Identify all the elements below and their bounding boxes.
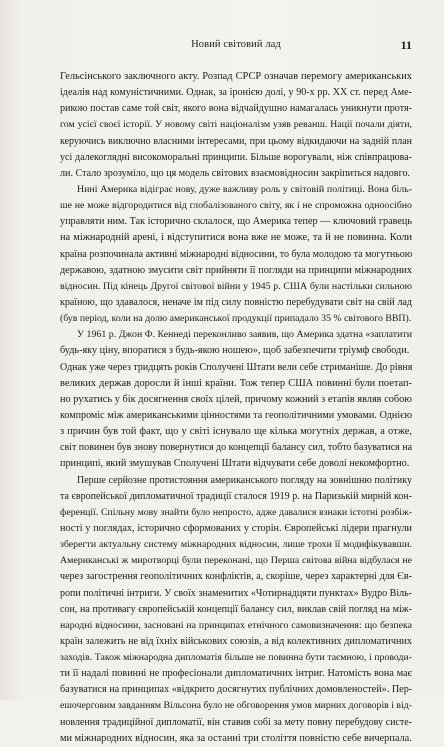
- body-text: [60, 69, 412, 747]
- text-line: компроміс між американськими цінностями та геополітичними умовами. Однією: [60, 409, 412, 421]
- text-line: світ повинен був знову повернутися до концепції балансу сил, тобто базуватися на: [60, 442, 412, 454]
- text-line: країна розпочинала активні міжнародні відносини, то була молодою та могутньою: [60, 248, 412, 260]
- text-line: країною, що здавалося, неначе ім під силу повністю перебудувати світ на свій лад: [60, 296, 412, 308]
- text-line: но рухатись у бік досягнення своїх цілей, причому кожний з етапів являв собою: [60, 393, 412, 405]
- text-line: сон, на противагу європейській концепції балансу сил, виклав свій погляд на між-: [60, 603, 412, 615]
- text-line: та європейської дипломатичної традиції сталося 1919 р. на Паризькій мирній кон-: [60, 490, 412, 502]
- text-line: керуючись виключно власними інтересами, при цьому відкидаючи на задній план: [60, 135, 412, 147]
- text-line: зберегти актуальну систему міжнародних відносин, лише трохи її модифікувавши.: [60, 539, 412, 551]
- text-line: будь-яку ціну, впоратися з будь-якою ношею», щоб забезпечити тріумф свободи.: [60, 345, 410, 357]
- text-line: ідеалів над комуністичними. Однак, за іронією долі, у 90-х рр. XX ст. перед Аме-: [60, 87, 412, 99]
- text-line: ності у поглядах, історично сформованих у сторін. Європейські лідери прагнули: [60, 522, 412, 534]
- text-line: У 1961 р. Джон Ф. Кеннеді переконливо заявив, що Америка здатна «заплатити: [77, 329, 412, 341]
- text-line: базуватися на принципах «відкрито досягнутих публічних домовленостей». Пер-: [60, 684, 412, 696]
- page-number: 11: [400, 38, 412, 52]
- text-line: новлення традиційної дипломатії, він ставив собі за мету повну перебудову систе-: [60, 716, 412, 728]
- text-line: рикою постав саме той світ, якого вона відчайдушно намагалась уникнути протя-: [60, 103, 412, 115]
- text-line: ти її надалі повинні не професіонали дипломатичних інтриг. Натомість вона має: [60, 668, 412, 680]
- text-line: ли. Стало зрозуміло, що ця модель світових взаємовідносин закріпиться надовго.: [60, 167, 411, 179]
- text-line: Американські ж миротворці були переконані, що Перша світова війна відбулася не: [60, 555, 412, 567]
- running-title: Новий світовий лад: [191, 39, 281, 50]
- text-line: ешочерговим завданням Вільсона було не обговорення умов мирних договорів і від-: [60, 700, 412, 712]
- page-header: [60, 39, 412, 53]
- text-line: через загострення геополітичних конфліктів, а, скоріше, через характерні для Єв-: [60, 571, 412, 583]
- text-line: великих держав доросли й інші країни. Тож тепер США повинні були поетап-: [60, 377, 412, 389]
- text-line: усі далекоглядні високоморальні принципи. Більше ворогували, ніж співпрацюва-: [60, 151, 412, 163]
- text-line: принципі, який змушував Сполучені Штати відчувати себе доволі некомфортно.: [60, 458, 410, 470]
- text-line: народні відносини, засновані на принципах етнічного самовизначення: що безпека: [60, 619, 412, 631]
- text-line: Нині Америка відіграє нову, дуже важливу роль у світовій політиці. Вона біль-: [77, 183, 412, 195]
- text-line: гом усієї своєї історії. У новому світі націоналізм узяв реванш. Нації почали діяти,: [60, 119, 412, 131]
- text-line: ше не може відгородитися від глобалізованого світу, як і не спроможна одноосібно: [60, 200, 412, 212]
- text-line: державою, здатною змусити світ прийняти її погляди на принципи міжнародних: [60, 264, 412, 276]
- text-line: заходів. Також міжнародна дипломатія більше не повинна бути таємною, і проводи-: [60, 652, 412, 664]
- text-line: відносин. Під кінець Другої світової війни у 1945 р. США були настільки сильною: [60, 280, 412, 292]
- text-line: Гельсінського заключного акту. Розпад СРСР означав перемогу американських: [60, 71, 412, 82]
- text-line: ференції. Спільну мову знайти було непросто, адже давалися взнаки істотні розбіж-: [60, 506, 412, 518]
- text-line: ропи політичні інтриги. У своїх знаменитих «Чотирнадцяти пунктах» Вудро Віль-: [60, 587, 412, 599]
- text-line: Однак уже через тридцять років Сполучені Штати вели себе стриманіше. До рівня: [60, 361, 412, 373]
- text-line: ми міжнародних відносин, яка за останні три століття повністю себе вичерпала.: [60, 732, 412, 744]
- text-line: Перше серйозне протистояння американського погляду на зовнішню політику: [77, 474, 412, 486]
- text-line: управляти ним. Так історично склалося, що Америка тепер — ключовий гравець: [60, 216, 412, 228]
- text-line: (був період, коли на долю американської продукції припадало 35 % світового ВВП).: [60, 313, 412, 325]
- text-line: з причин був той факт, що у світі існувало ще кілька могутніх держав, а отже,: [60, 426, 412, 438]
- text-line: на міжнародній арені, і відступитися вона вже не може, та й не повинна. Коли: [60, 232, 412, 244]
- text-line: країн залежить не від їхніх військових союзів, а від колективних дипломатичних: [60, 635, 412, 647]
